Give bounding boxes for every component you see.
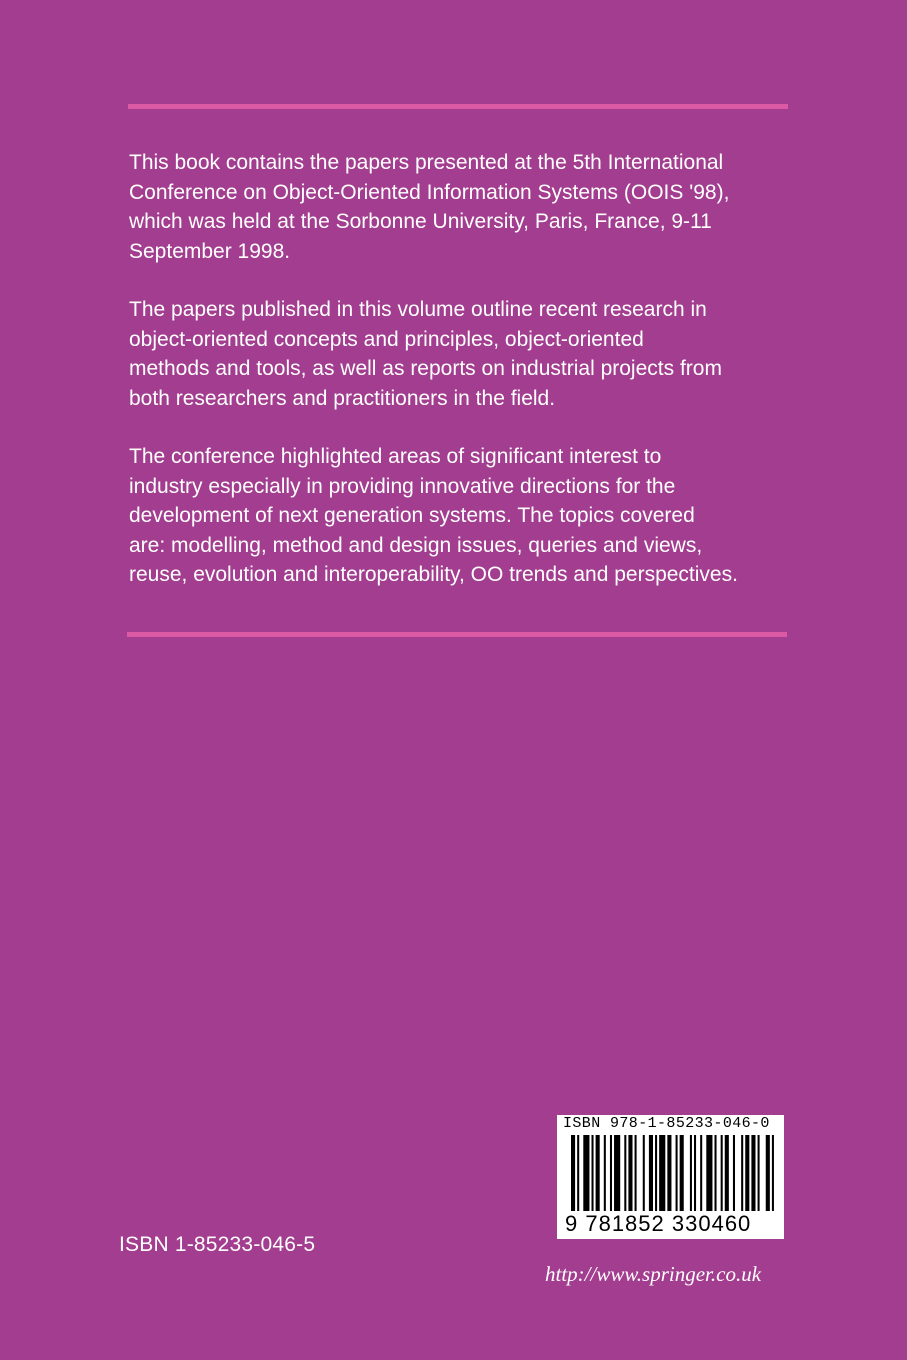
bottom-divider xyxy=(127,632,787,637)
top-divider xyxy=(128,104,788,109)
barcode-isbn-label: ISBN 978-1-85233-046-0 xyxy=(563,1115,770,1132)
barcode-digits: 9 781852 330460 xyxy=(565,1211,752,1236)
blurb-paragraph-2: The papers published in this volume outline recent research in object-oriented concepts and principles, object-oriented methods and tools, as well as reports on industrial projects from both researchers and practitioners in the field. xyxy=(129,298,722,410)
blurb-paragraph-1: This book contains the papers presented at the 5th International Conference on Object-Oriented Information Systems (OOIS '98), which was held at the Sorbonne University, Paris, France, 9-11 September 1998. xyxy=(129,151,730,263)
cover-blurb xyxy=(129,148,809,619)
publisher-url[interactable]: http://www.springer.co.uk xyxy=(545,1262,762,1286)
blurb-paragraph-3: The conference highlighted areas of significant interest to industry especially in providing innovative directions for the development of next generation systems. The topics covered are: modelling, method and design issues, queries and views, reuse, evolution and interoperability, OO trends and perspectives. xyxy=(129,445,738,586)
isbn-number: ISBN 1-85233-046-5 xyxy=(119,1233,316,1256)
barcode xyxy=(557,1115,784,1239)
